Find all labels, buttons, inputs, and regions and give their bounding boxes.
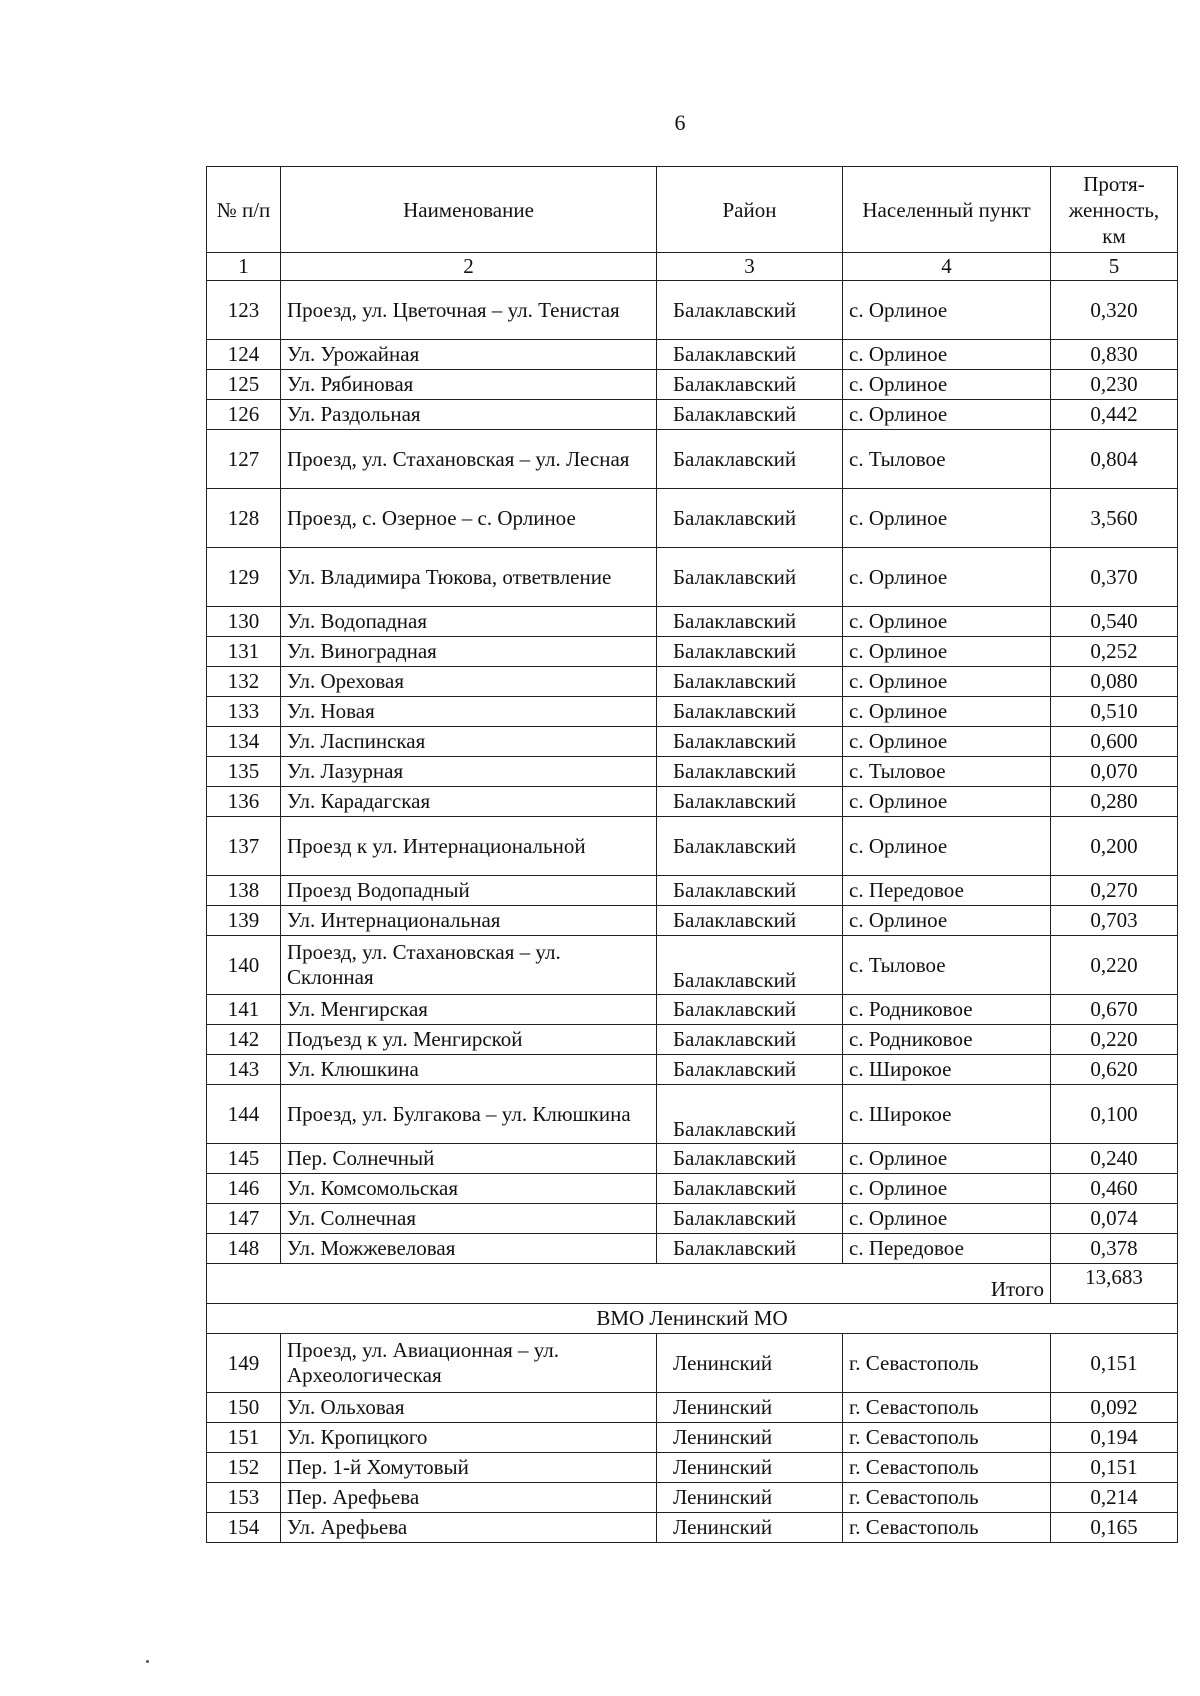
row-number: 129 [207,548,281,607]
locality: с. Орлиное [843,817,1051,876]
table-row [207,1055,1178,1085]
length-km: 0,600 [1051,727,1178,757]
locality: с. Тыловое [843,936,1051,995]
row-number: 149 [207,1334,281,1393]
length-km: 0,510 [1051,697,1178,727]
table-row [207,936,1178,995]
locality: с. Родниковое [843,1025,1051,1055]
locality: с. Орлиное [843,281,1051,340]
row-number: 154 [207,1513,281,1543]
table-row [207,995,1178,1025]
row-number: 136 [207,787,281,817]
header-number: № п/п [207,167,281,253]
table-row [207,340,1178,370]
road-name: Проезд, ул. Авиационная – ул. Археологическая [281,1334,657,1393]
length-km: 0,220 [1051,1025,1178,1055]
row-number: 145 [207,1144,281,1174]
length-km: 0,378 [1051,1234,1178,1264]
road-name: Ул. Урожайная [281,340,657,370]
table-row [207,1334,1178,1393]
table-row [207,400,1178,430]
row-number: 147 [207,1204,281,1234]
table-row [207,1423,1178,1453]
locality: с. Орлиное [843,697,1051,727]
length-km: 0,070 [1051,757,1178,787]
district: Балаклавский [657,1025,843,1055]
road-name: Проезд, ул. Булгакова – ул. Клюшкина [281,1085,657,1144]
section-title: ВМО Ленинский МО [207,1304,1178,1334]
district: Балаклавский [657,548,843,607]
column-index-row [207,253,1178,281]
locality: с. Орлиное [843,340,1051,370]
row-number: 127 [207,430,281,489]
locality: с. Родниковое [843,995,1051,1025]
locality: г. Севастополь [843,1423,1051,1453]
table-row [207,787,1178,817]
district: Балаклавский [657,757,843,787]
road-name: Ул. Можжевеловая [281,1234,657,1264]
row-number: 153 [207,1483,281,1513]
district: Ленинский [657,1453,843,1483]
length-km: 0,240 [1051,1144,1178,1174]
table-row [207,1513,1178,1543]
locality: г. Севастополь [843,1334,1051,1393]
road-name: Ул. Ореховая [281,667,657,697]
locality: с. Орлиное [843,787,1051,817]
header-name: Наименование [281,167,657,253]
scan-speck [146,1660,149,1663]
table-row [207,1204,1178,1234]
district: Балаклавский [657,817,843,876]
district: Балаклавский [657,1204,843,1234]
table-row [207,370,1178,400]
length-km: 0,703 [1051,906,1178,936]
locality: с. Орлиное [843,1174,1051,1204]
column-index: 3 [657,253,843,281]
length-km: 0,830 [1051,340,1178,370]
road-name: Ул. Водопадная [281,607,657,637]
district: Балаклавский [657,727,843,757]
road-name: Ул. Виноградная [281,637,657,667]
road-name: Пер. Арефьева [281,1483,657,1513]
district: Балаклавский [657,400,843,430]
road-name: Ул. Клюшкина [281,1055,657,1085]
road-name: Проезд, с. Озерное – с. Орлиное [281,489,657,548]
table-row [207,667,1178,697]
row-number: 123 [207,281,281,340]
length-km: 0,074 [1051,1204,1178,1234]
district: Балаклавский [657,637,843,667]
length-km: 0,151 [1051,1334,1178,1393]
length-km: 0,270 [1051,876,1178,906]
table-row [207,548,1178,607]
length-km: 0,194 [1051,1423,1178,1453]
road-name: Проезд к ул. Интернациональной [281,817,657,876]
column-index: 4 [843,253,1051,281]
length-km: 3,560 [1051,489,1178,548]
total-row [207,1264,1178,1304]
locality: с. Орлиное [843,727,1051,757]
length-km: 0,442 [1051,400,1178,430]
district: Балаклавский [657,340,843,370]
locality: с. Орлиное [843,607,1051,637]
row-number: 126 [207,400,281,430]
road-name: Ул. Интернациональная [281,906,657,936]
table-row [207,1174,1178,1204]
length-km: 0,540 [1051,607,1178,637]
table-row [207,1483,1178,1513]
district: Балаклавский [657,281,843,340]
row-number: 150 [207,1393,281,1423]
locality: с. Передовое [843,1234,1051,1264]
locality: с. Широкое [843,1085,1051,1144]
row-number: 131 [207,637,281,667]
locality: с. Орлиное [843,1144,1051,1174]
road-name: Ул. Владимира Тюкова, ответвление [281,548,657,607]
row-number: 151 [207,1423,281,1453]
length-km: 0,804 [1051,430,1178,489]
locality: с. Передовое [843,876,1051,906]
leninsky-rows [207,1334,1178,1543]
row-number: 138 [207,876,281,906]
row-number: 140 [207,936,281,995]
district: Балаклавский [657,1174,843,1204]
locality: г. Севастополь [843,1393,1051,1423]
table-row [207,1085,1178,1144]
length-km: 0,220 [1051,936,1178,995]
district: Балаклавский [657,995,843,1025]
road-name: Ул. Карадагская [281,787,657,817]
length-km: 0,670 [1051,995,1178,1025]
row-number: 135 [207,757,281,787]
row-number: 125 [207,370,281,400]
header-length: Протя-женность, км [1051,167,1178,253]
district: Ленинский [657,1334,843,1393]
table-row [207,697,1178,727]
length-km: 0,460 [1051,1174,1178,1204]
table-row [207,1144,1178,1174]
road-name: Подъезд к ул. Менгирской [281,1025,657,1055]
road-name: Проезд, ул. Стахановская – ул. Лесная [281,430,657,489]
road-name: Ул. Лазурная [281,757,657,787]
road-name: Ул. Кропицкого [281,1423,657,1453]
length-km: 0,230 [1051,370,1178,400]
road-name: Пер. 1-й Хомутовый [281,1453,657,1483]
row-number: 132 [207,667,281,697]
table-row [207,906,1178,936]
column-index: 5 [1051,253,1178,281]
total-label: Итого [207,1264,1051,1304]
row-number: 139 [207,906,281,936]
road-name: Ул. Ольховая [281,1393,657,1423]
locality: с. Орлиное [843,400,1051,430]
row-number: 143 [207,1055,281,1085]
road-name: Ул. Ласпинская [281,727,657,757]
length-km: 0,080 [1051,667,1178,697]
length-km: 0,165 [1051,1513,1178,1543]
district: Ленинский [657,1513,843,1543]
length-km: 0,092 [1051,1393,1178,1423]
row-number: 137 [207,817,281,876]
district: Балаклавский [657,1144,843,1174]
locality: с. Широкое [843,1055,1051,1085]
table-row [207,1234,1178,1264]
row-number: 152 [207,1453,281,1483]
row-number: 134 [207,727,281,757]
district: Ленинский [657,1483,843,1513]
district: Балаклавский [657,876,843,906]
district: Ленинский [657,1423,843,1453]
district: Балаклавский [657,667,843,697]
length-km: 0,151 [1051,1453,1178,1483]
column-index: 2 [281,253,657,281]
length-km: 0,100 [1051,1085,1178,1144]
row-number: 141 [207,995,281,1025]
length-km: 0,620 [1051,1055,1178,1085]
road-name: Ул. Новая [281,697,657,727]
district: Балаклавский [657,1085,843,1144]
row-number: 144 [207,1085,281,1144]
locality: с. Орлиное [843,548,1051,607]
locality: г. Севастополь [843,1453,1051,1483]
table-row [207,607,1178,637]
road-name: Ул. Комсомольская [281,1174,657,1204]
road-name: Пер. Солнечный [281,1144,657,1174]
table-row [207,489,1178,548]
column-index: 1 [207,253,281,281]
district: Балаклавский [657,906,843,936]
roads-table [206,166,1178,1543]
locality: с. Орлиное [843,370,1051,400]
table-row [207,817,1178,876]
table-row [207,1025,1178,1055]
locality: с. Орлиное [843,637,1051,667]
header-district: Район [657,167,843,253]
row-number: 128 [207,489,281,548]
locality: с. Орлиное [843,1204,1051,1234]
district: Балаклавский [657,1234,843,1264]
locality: с. Орлиное [843,667,1051,697]
district: Балаклавский [657,787,843,817]
table-row [207,1453,1178,1483]
district: Ленинский [657,1393,843,1423]
header-locality: Населенный пункт [843,167,1051,253]
locality: с. Тыловое [843,430,1051,489]
row-number: 133 [207,697,281,727]
road-name: Ул. Солнечная [281,1204,657,1234]
locality: г. Севастополь [843,1483,1051,1513]
district: Балаклавский [657,489,843,548]
table-row [207,430,1178,489]
table-row [207,1393,1178,1423]
locality: с. Тыловое [843,757,1051,787]
table-row [207,876,1178,906]
length-km: 0,370 [1051,548,1178,607]
row-number: 124 [207,340,281,370]
district: Балаклавский [657,1055,843,1085]
district: Балаклавский [657,607,843,637]
row-number: 130 [207,607,281,637]
table-row [207,637,1178,667]
road-name: Проезд, ул. Цветочная – ул. Тенистая [281,281,657,340]
locality: с. Орлиное [843,489,1051,548]
table-row [207,727,1178,757]
road-name: Ул. Раздольная [281,400,657,430]
road-name: Ул. Рябиновая [281,370,657,400]
road-name: Ул. Арефьева [281,1513,657,1543]
length-km: 0,200 [1051,817,1178,876]
district: Балаклавский [657,430,843,489]
table-row [207,281,1178,340]
length-km: 0,320 [1051,281,1178,340]
page-number: 6 [674,110,686,135]
row-number: 142 [207,1025,281,1055]
district: Балаклавский [657,936,843,995]
locality: г. Севастополь [843,1513,1051,1543]
locality: с. Орлиное [843,906,1051,936]
length-km: 0,252 [1051,637,1178,667]
district: Балаклавский [657,370,843,400]
total-value: 13,683 [1051,1264,1178,1304]
section-row [207,1304,1178,1334]
table-row [207,757,1178,787]
length-km: 0,280 [1051,787,1178,817]
road-name: Проезд Водопадный [281,876,657,906]
balaklava-rows [207,281,1178,1264]
road-name: Ул. Менгирская [281,995,657,1025]
district: Балаклавский [657,697,843,727]
row-number: 146 [207,1174,281,1204]
road-name: Проезд, ул. Стахановская – ул. Склонная [281,936,657,995]
row-number: 148 [207,1234,281,1264]
length-km: 0,214 [1051,1483,1178,1513]
